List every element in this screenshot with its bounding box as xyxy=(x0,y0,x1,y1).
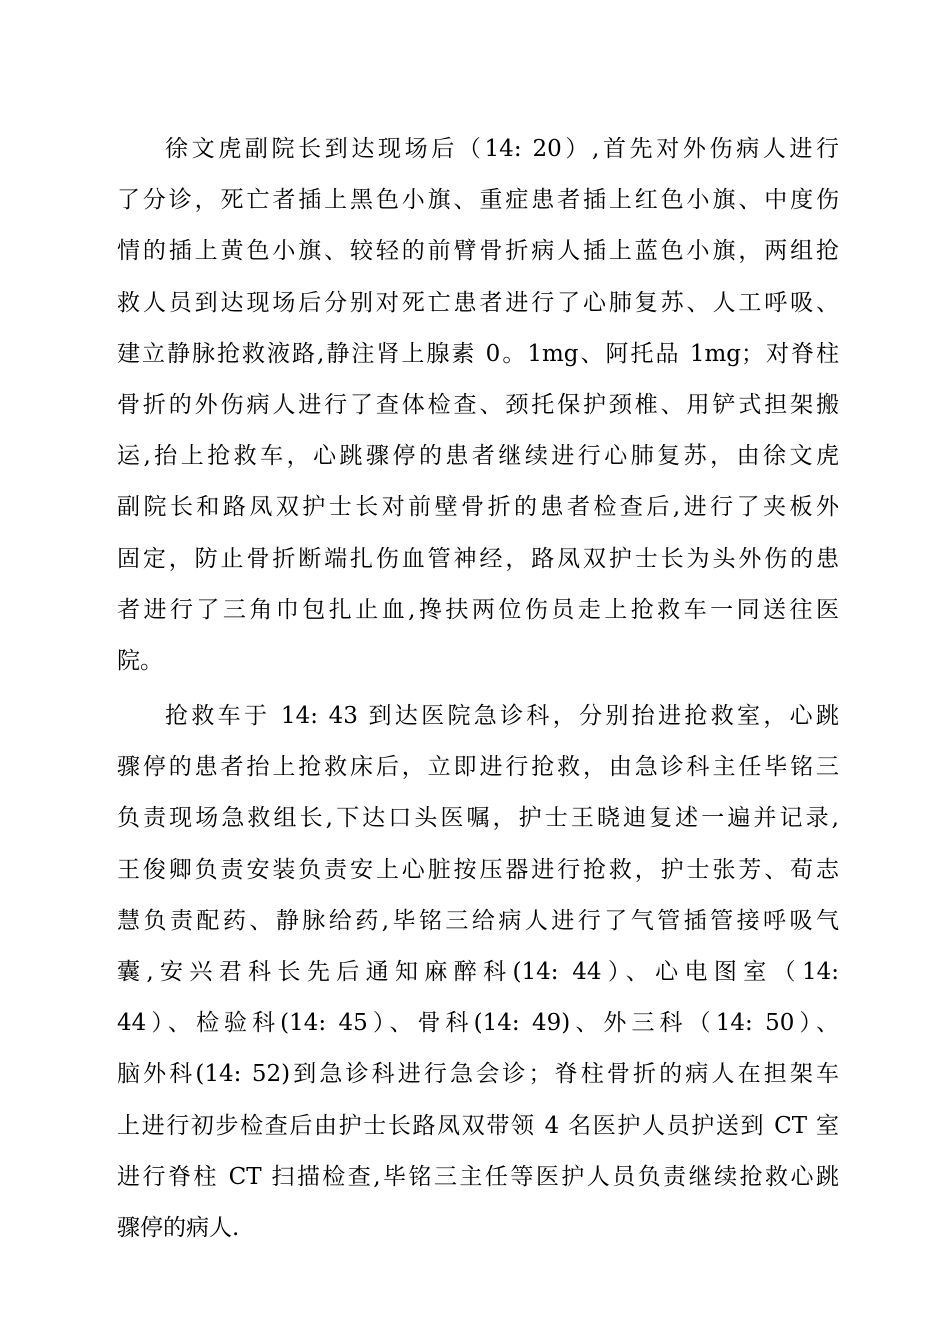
text-line: 抢救车于 14: 43 到达医院急诊科，分别抬进抢救室，心跳 xyxy=(165,703,839,730)
text-line: 救人员到达现场后分别对死亡患者进行了心肺复苏、人工呼吸、 xyxy=(117,289,839,316)
document-body xyxy=(117,124,839,1258)
text-line: 骤停的病人. xyxy=(117,1214,240,1241)
text-line: 副院长和路凤双护士长对前壁骨折的患者检查后,进行了夹板外 xyxy=(117,494,839,521)
text-line: 上进行初步检查后由护士长路凤双带领 4 名医护人员护送到 CT 室 xyxy=(117,1112,839,1139)
text-line: 运,抬上抢救车，心跳骤停的患者继续进行心肺复苏，由徐文虎 xyxy=(117,443,839,470)
text-line: 脑外科(14: 52)到急诊科进行急会诊；脊柱骨折的病人在担架车 xyxy=(117,1061,839,1088)
text-line: 王俊卿负责安装负责安上心脏按压器进行抢救，护士张芳、荀志 xyxy=(117,856,839,883)
text-line: 固定，防止骨折断端扎伤血管神经，路凤双护士长为头外伤的患 xyxy=(117,545,839,572)
text-line: 负责现场急救组长,下达口头医嘱，护士王晓迪复述一遍并记录, xyxy=(117,805,839,832)
paragraph-1 xyxy=(117,124,839,687)
text-line: 囊,安兴君科长先后通知麻醉科(14: 44）、心电图室（14: xyxy=(117,959,839,985)
text-line: 了分诊，死亡者插上黑色小旗、重症患者插上红色小旗、中度伤 xyxy=(117,187,839,214)
text-line: 骨折的外伤病人进行了查体检查、颈托保护颈椎、用铲式担架搬 xyxy=(117,391,839,418)
text-line: 者进行了三角巾包扎止血,搀扶两位伤员走上抢救车一同送往医 xyxy=(117,596,839,623)
text-line: 慧负责配药、静脉给药,毕铭三给病人进行了气管插管接呼吸气 xyxy=(117,907,839,934)
paragraph-2 xyxy=(117,691,839,1254)
text-line: 进行脊柱 CT 扫描检查,毕铭三主任等医护人员负责继续抢救心跳 xyxy=(117,1163,839,1190)
text-line: 44）、检验科(14: 45）、骨科(14: 49)、外三科（14: 50）、 xyxy=(117,1010,839,1037)
text-line: 建立静脉抢救液路,静注肾上腺素 0。1mg、阿托品 1mg；对脊柱 xyxy=(117,340,839,367)
text-line: 院。 xyxy=(117,647,163,674)
text-line: 情的插上黄色小旗、较轻的前臂骨折病人插上蓝色小旗，两组抢 xyxy=(117,238,839,265)
text-line: 骤停的患者抬上抢救床后，立即进行抢救，由急诊科主任毕铭三 xyxy=(117,754,839,781)
text-line: 徐文虎副院长到达现场后（14: 20）,首先对外伤病人进行 xyxy=(165,136,839,162)
